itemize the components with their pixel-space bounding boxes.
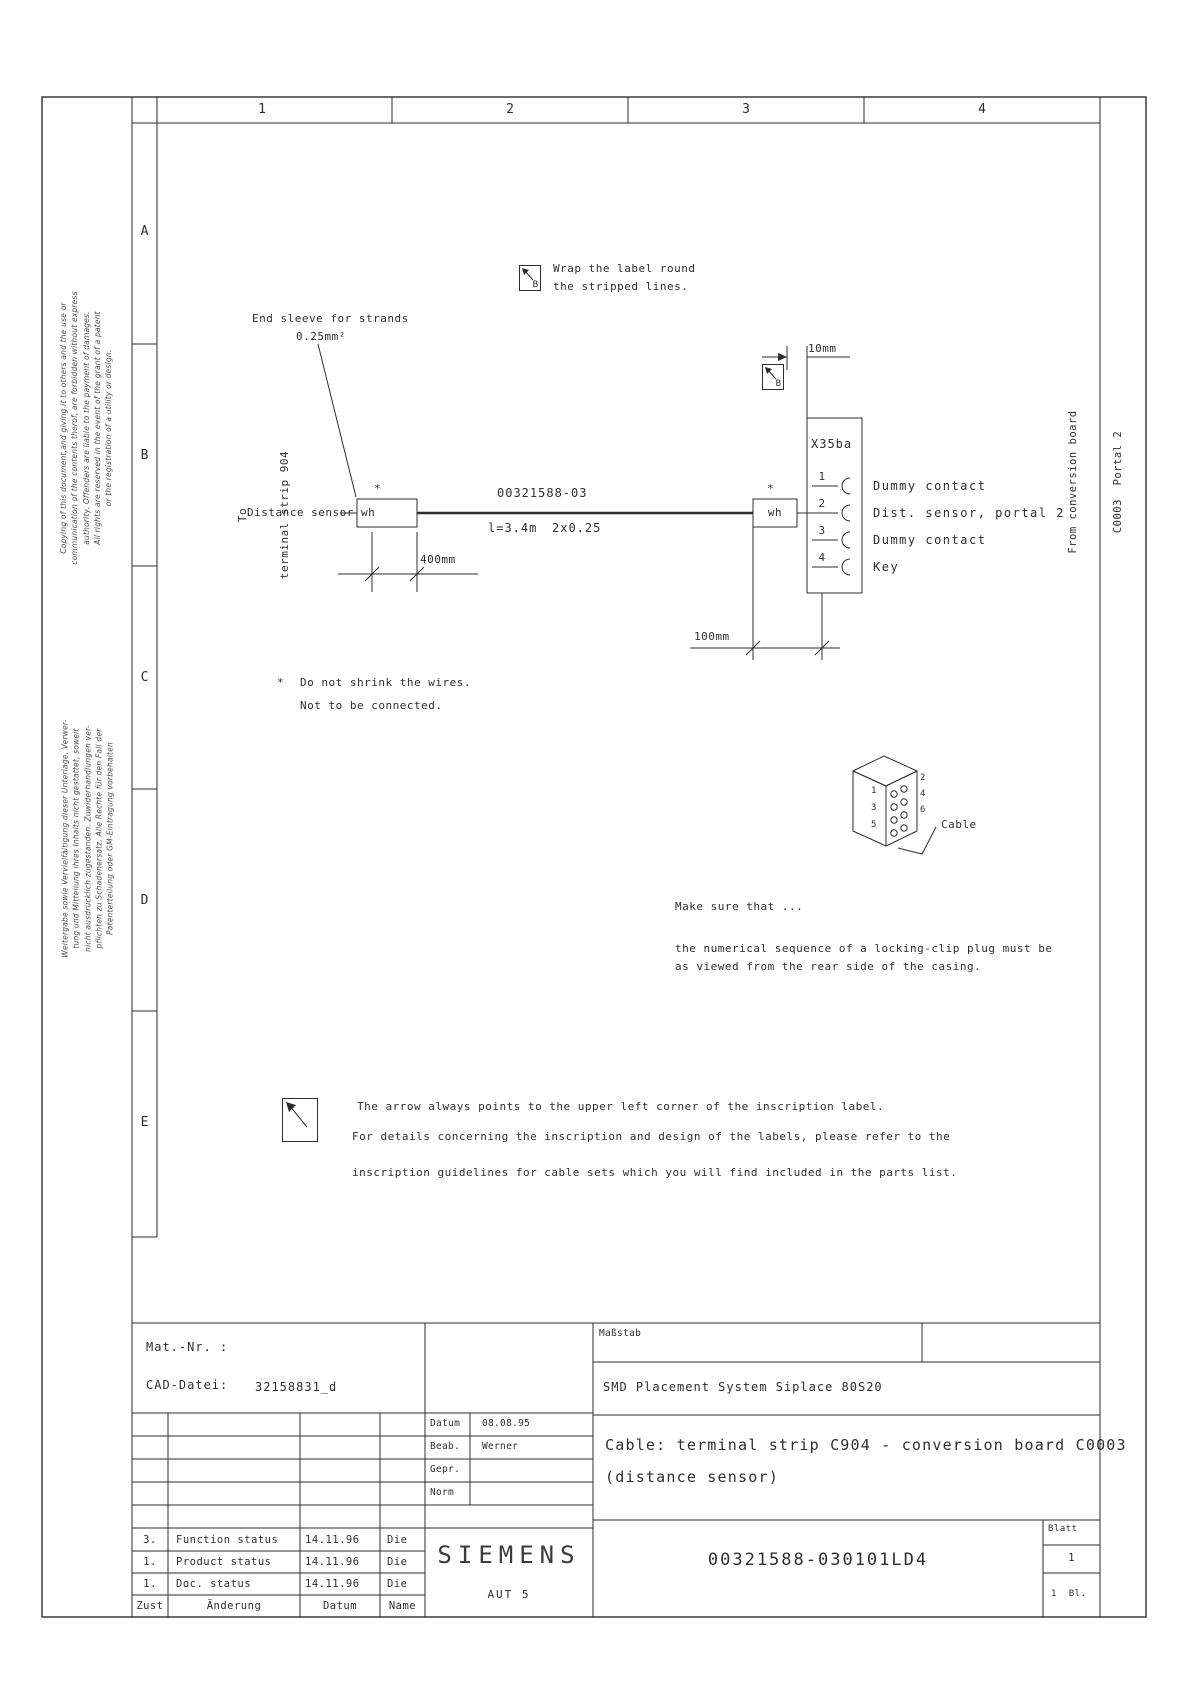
arrow-label-icon [282, 1098, 318, 1142]
pin-number-3: 3 [818, 524, 826, 537]
rear-pin-5: 5 [871, 820, 877, 830]
b-label-icon-2 [762, 364, 784, 390]
guidelines-line1: For details concerning the inscription and design of the labels, please refer to the [352, 1130, 951, 1143]
cable-length-label: l=3.4m [488, 521, 538, 535]
rev-name-3: Die [387, 1578, 408, 1590]
massstab-label: Maßstab [599, 1328, 642, 1339]
make-sure-line3: as viewed from the rear side of the casing. [675, 960, 982, 973]
rev-change-header: Änderung [206, 1600, 262, 1612]
approval-norm-label: Norm [430, 1487, 455, 1498]
end-sleeve-note-line1: End sleeve for strands [252, 312, 409, 325]
row-label-e: E [140, 1115, 149, 1130]
column-header-3: 3 [742, 102, 750, 117]
approval-datum-value: 08.08.95 [482, 1418, 531, 1429]
make-sure-line2: the numerical sequence of a locking-clip plug must be [675, 942, 1053, 955]
drawing-title-line1: Cable: terminal strip C904 - conversion board C0003 [605, 1436, 1127, 1454]
wh-right-label: wh [767, 506, 783, 519]
margin-copyright-en: Copying of this document,and giving it to others and the use or communication of the contents therof, are forbidden without express authority. Offenders are liable to the payment of damages. All rights are reserved in the event of the grant of a patent or the registration of a utility or design. [59, 291, 113, 565]
pin-label-3: Dummy contact [873, 533, 987, 547]
dim-100mm-label: 100mm [694, 630, 730, 643]
wh-left-label: wh [361, 506, 376, 519]
cable-spec-label: 2x0.25 [552, 521, 602, 535]
rev-name-2: Die [387, 1556, 408, 1568]
asterisk-left: * [374, 482, 382, 495]
wrap-note-line2: the stripped lines. [553, 280, 689, 293]
blatt-value: 1 [1067, 1551, 1076, 1564]
dim-10mm-label: 10mm [808, 342, 837, 355]
rev-zust-header: Zust [136, 1600, 164, 1612]
blatt-label: Blatt [1048, 1524, 1078, 1534]
pin-label-4: Key [873, 560, 900, 574]
column-header-4: 4 [978, 102, 986, 117]
approval-gepr-label: Gepr. [430, 1464, 461, 1475]
company-logo: SIEMENS [437, 1541, 581, 1569]
rev-date-1: 14.11.96 [305, 1534, 360, 1546]
rev-zust-1: 3. [143, 1534, 157, 1546]
blatt-total: 1 Bl. [1051, 1589, 1087, 1599]
asterisk-right: * [767, 482, 775, 495]
connector-name: X35ba [811, 437, 853, 451]
label-arrow-icon [283, 1099, 317, 1141]
end-sleeve-leader [318, 344, 356, 497]
cable-number-label: 00321588-03 [497, 486, 588, 500]
rev-change-3: Doc. status [176, 1578, 252, 1590]
b-label-letter: B [775, 379, 781, 389]
rev-date-header: Datum [322, 1600, 358, 1612]
margin-copyright-de: Weitergabe sowie Vervielfältigung dieser Unterlage, Verwer- tung und Mitteilung ihres Inhalts nicht gestattet, soweit nicht ausdrücklich zugestanden. Zuwiderhandlungen ver- pflichten zu Schadenersatz. Alle Rechte für den Fall der Patenterteilung oder GM-Eintragung vorbehalten [60, 719, 115, 958]
rev-zust-2: 1. [143, 1556, 157, 1568]
row-label-d: D [140, 893, 149, 908]
to-terminal-strip-label: To terminal strip 904 [236, 450, 291, 580]
rev-name-header: Name [388, 1600, 417, 1612]
b-label-letter: B [532, 280, 538, 290]
department-label: AUT 5 [487, 1588, 531, 1601]
arrow-note: The arrow always points to the upper left corner of the inscription label. [357, 1100, 885, 1113]
rear-pin-1: 1 [871, 786, 877, 796]
approval-beab-label: Beab. [430, 1441, 461, 1452]
distance-sensor-label: Distance sensor [247, 506, 354, 519]
document-number: 00321588-030101LD4 [707, 1550, 929, 1570]
row-label-a: A [140, 224, 149, 239]
rev-zust-3: 1. [143, 1578, 157, 1590]
rev-date-2: 14.11.96 [305, 1556, 360, 1568]
column-header-2: 2 [506, 102, 514, 117]
dim-400mm-label: 400mm [420, 553, 456, 566]
pin-number-4: 4 [818, 551, 826, 564]
pin-label-2: Dist. sensor, portal 2 [873, 506, 1065, 520]
system-name: SMD Placement System Siplace 80S20 [603, 1380, 883, 1394]
pin-number-2: 2 [818, 497, 826, 510]
cad-file-label: CAD-Datei: [146, 1378, 229, 1392]
column-header-1: 1 [258, 102, 266, 117]
approval-datum-label: Datum [430, 1418, 461, 1429]
pin-label-1: Dummy contact [873, 479, 987, 493]
cad-file-value: 32158831_d [255, 1380, 338, 1394]
shrink-note-star: * [277, 676, 285, 689]
rev-name-1: Die [387, 1534, 408, 1546]
mat-nr-label: Mat.-Nr. : [146, 1340, 229, 1354]
guidelines-line2: inscription guidelines for cable sets which you will find included in the parts list. [352, 1166, 958, 1179]
drawing-title-line2: (distance sensor) [605, 1468, 779, 1486]
from-conversion-board-label: From conversion board C0003 Portal 2 [1067, 410, 1124, 554]
rev-change-1: Function status [176, 1534, 279, 1546]
shrink-note-line1: Do not shrink the wires. [300, 676, 471, 689]
rear-pin-4: 4 [920, 789, 926, 799]
make-sure-line1: Make sure that ... [675, 900, 804, 913]
row-label-c: C [140, 670, 149, 685]
rear-pin-2: 2 [920, 773, 926, 783]
pin-number-1: 1 [818, 470, 826, 483]
rear-pin-6: 6 [920, 805, 926, 815]
rev-change-2: Product status [176, 1556, 272, 1568]
end-sleeve-note-line2: 0.25mm² [296, 330, 346, 343]
row-label-b: B [140, 448, 149, 463]
b-label-icon [519, 265, 541, 291]
approval-beab-value: Werner [482, 1441, 519, 1452]
rear-pin-3: 3 [871, 803, 877, 813]
cable-callout: Cable [941, 818, 977, 831]
shrink-note-line2: Not to be connected. [300, 699, 443, 712]
wrap-note-line1: Wrap the label round [553, 262, 696, 275]
rev-date-3: 14.11.96 [305, 1578, 360, 1590]
